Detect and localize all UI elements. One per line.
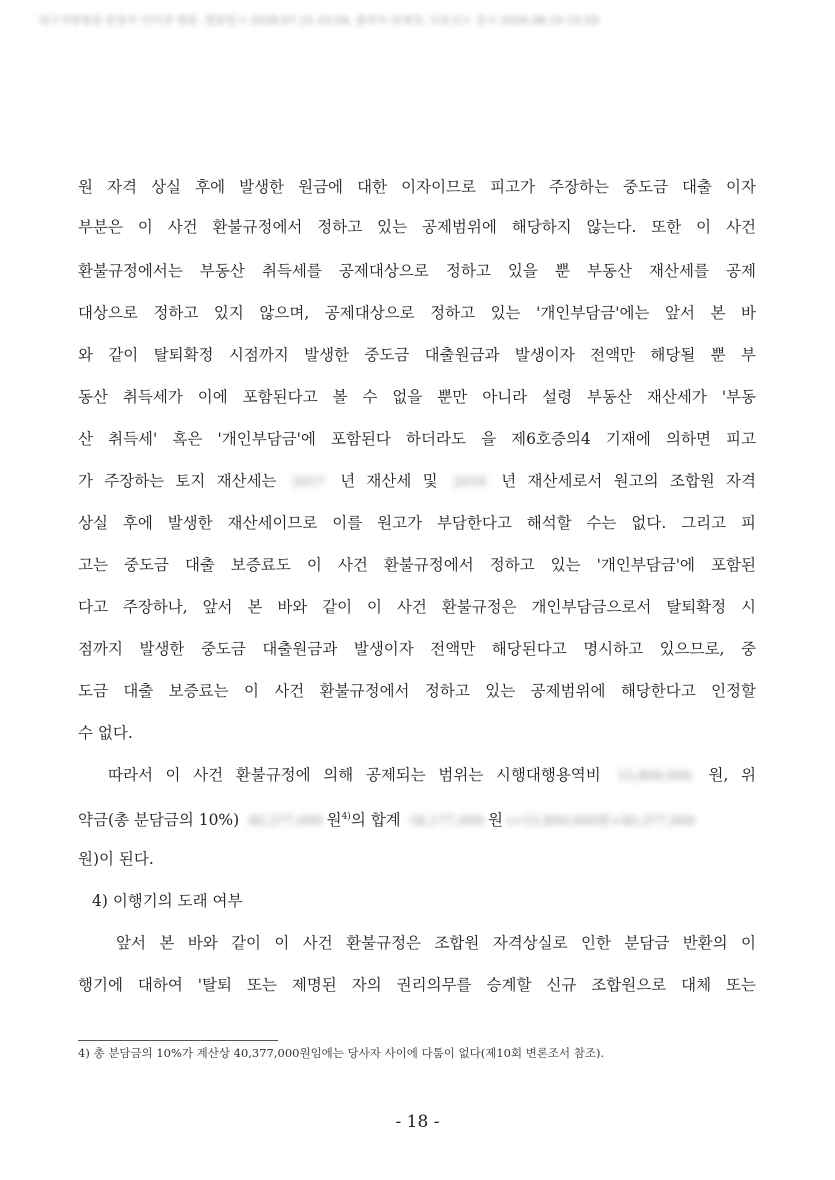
text-segment: 년 재산세로서 원고의 조합원 자격	[501, 472, 756, 490]
redacted-amount: (=15,800,000원+40,377,000	[507, 814, 696, 829]
text-segment: 가 주장하는 토지 재산세는	[78, 472, 288, 490]
text-line: 상실 후에 발생한 재산세이므로 이를 원고가 부담한다고 해석할 수는 없다. 그리고 피	[78, 514, 756, 532]
footnote: 4) 총 분담금의 10%가 계산상 40,377,000원임에는 당사자 사이에 다툼이 없다(제10회 변론조서 참조).	[78, 1046, 605, 1060]
header-watermark: 대구지방법원 판결서 인터넷 열람, 열람일시 2026.07.15 23:59, 출력자 판례정, 다운로드 일시 2026.08.10 15:59	[38, 14, 599, 27]
page-number: - 18 -	[395, 1112, 440, 1132]
text-segment: 년 재산세 및	[340, 472, 449, 490]
text-line: 부분은 이 사건 환불규정에서 정하고 있는 공제범위에 해당하지 않는다. 또한 이 사건	[78, 218, 756, 236]
text-segment: 원, 위	[708, 766, 756, 784]
text-line: 대상으로 정하고 있지 않으며, 공제대상으로 정하고 있는 '개인부담금'에는 앞서 본 바	[78, 304, 756, 322]
text-line: 다고 주장하나, 앞서 본 바와 같이 이 사건 환불규정은 개인부담금으로서 탈퇴확정 시	[78, 598, 756, 616]
text-line: 산 취득세' 혹은 '개인부담금'에 포함된다 하더라도 을 제6호증의4 기재에 의하면 피고	[78, 430, 756, 448]
text-line	[78, 804, 699, 830]
text-line: 점까지 발생한 중도금 대출원금과 발생이자 전액만 해당된다고 명시하고 있으므로, 중	[78, 640, 756, 658]
text-segment: 원	[326, 811, 342, 829]
text-line: 앞서 본 바와 같이 이 사건 환불규정은 조합원 자격상실로 인한 분담금 반환의 이	[116, 934, 756, 952]
text-line: 고는 중도금 대출 보증료도 이 사건 환불규정에서 정하고 있는 '개인부담금'에 포함된	[78, 556, 756, 574]
redacted-amount: 56,177,000	[409, 814, 485, 829]
redacted-year: 2017	[291, 475, 325, 490]
text-line: 원 자격 상실 후에 발생한 원금에 대한 이자이므로 피고가 주장하는 중도금 대출 이자	[78, 178, 756, 196]
redacted-amount: 40,377,000	[248, 814, 323, 829]
section-heading: 4) 이행기의 도래 여부	[92, 892, 243, 910]
text-line	[108, 762, 756, 788]
text-segment: 따라서 이 사건 환불규정에 의해 공제되는 범위는 시행대행용역비	[108, 766, 614, 784]
text-line: 행기에 대하여 '탈퇴 또는 제명된 자의 권리의무를 승계할 신규 조합원으로 대체 또는	[78, 976, 756, 994]
footnote-divider	[78, 1040, 278, 1041]
text-line: 환불규정에서는 부동산 취득세를 공제대상으로 정하고 있을 뿐 부동산 재산세를 공제	[78, 262, 756, 280]
text-line: 수 없다.	[78, 724, 133, 742]
text-segment: 원	[488, 811, 504, 829]
redacted-amount: 15,800,000	[617, 769, 692, 784]
footnote-ref: 4)	[341, 812, 351, 822]
text-line: 동산 취득세가 이에 포함된다고 볼 수 없을 뿐만 아니라 설령 부동산 재산세가 '부동	[78, 388, 756, 406]
text-segment: 약금(총 분담금의 10%)	[78, 811, 245, 829]
redacted-year: 2018	[452, 475, 486, 490]
text-line: 원)이 된다.	[78, 850, 154, 868]
text-line	[78, 468, 756, 494]
text-segment: 의 합계	[350, 811, 406, 829]
text-line: 와 같이 탈퇴확정 시점까지 발생한 중도금 대출원금과 발생이자 전액만 해당될 뿐 부	[78, 346, 756, 364]
text-line: 도금 대출 보증료는 이 사건 환불규정에서 정하고 있는 공제범위에 해당한다고 인정할	[78, 682, 756, 700]
